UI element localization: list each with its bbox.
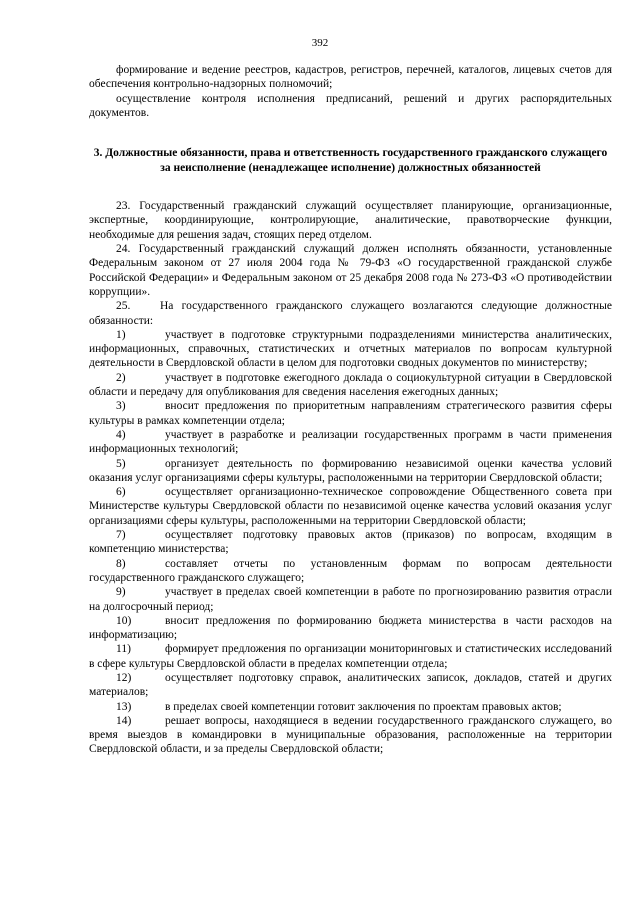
paragraph-text: На государственного гражданского служащего возлагаются следующие должностные обязанности:	[89, 300, 612, 327]
duty-number: 14)	[116, 714, 132, 727]
duty-number: 8)	[116, 557, 126, 570]
duty-item	[89, 399, 612, 428]
duty-text: участвует в подготовке ежегодного доклада о социокультурной ситуации в Свердловской области и передачу для опубликования для сведения населения ежегодных данных;	[89, 371, 612, 399]
duty-item	[89, 428, 612, 457]
duty-text: вносит предложения по формированию бюджета министерства в части расходов на информатизацию;	[89, 614, 612, 642]
duty-item	[89, 328, 612, 371]
paragraph-23: 23. Государственный гражданский служащий осуществляет планирующие, организационные, экспертные, координирующие, контролирующие, аналитические, правотворческие функции, необходимые для решения задач, стоящих перед отделом.	[89, 200, 612, 241]
intro-paragraph: формирование и ведение реестров, кадастров, регистров, перечней, каталогов, лицевых счетов для обеспечения контрольно-надзорных полномочий;	[89, 64, 612, 91]
duty-number: 11)	[116, 643, 131, 656]
duty-number: 12)	[116, 671, 132, 684]
duty-number: 7)	[116, 529, 126, 542]
duty-text: вносит предложения по приоритетным направлениям стратегического развития сферы культуры в рамках компетенции отдела;	[89, 400, 612, 427]
duty-item	[89, 642, 612, 671]
duty-text: решает вопросы, находящиеся в ведении государственного гражданского служащего, во время выездов в командировки в муниципальные образования, расположенные на территории Свердловской области, и за пределы Свердловской области;	[89, 714, 612, 756]
duty-text: формирует предложения по организации мониторинговых и статистических исследований в сфере культуры Свердловской области в пределах компетенции отдела;	[89, 643, 612, 670]
intro-paragraph: осуществление контроля исполнения предписаний, решений и других распорядительных документов.	[89, 92, 612, 119]
duty-number: 5)	[116, 457, 126, 470]
paragraph-number: 25.	[116, 300, 131, 313]
duties-list	[89, 328, 612, 757]
duty-item	[89, 585, 612, 614]
duty-text: участвует в пределах своей компетенции в работе по прогнозированию развития отрасли на долгосрочный период;	[89, 586, 612, 613]
duty-item	[89, 614, 612, 643]
duty-number: 9)	[116, 586, 126, 599]
paragraph-24: 24. Государственный гражданский служащий должен исполнять обязанности, установленные Федеральным законом от 27 июля 2004 года № 79-ФЗ «О государственной гражданской службе Российской Федерации» и Федеральным законом от 25 декабря 2008 года № 273-ФЗ «О противодействии коррупции».	[89, 243, 612, 298]
duty-text: осуществляет подготовку правовых актов (приказов) по вопросам, входящим в компетенцию министерства;	[89, 529, 612, 556]
duty-number: 13)	[116, 700, 132, 713]
duty-text: осуществляет организационно-техническое сопровождение Общественного совета при Министерстве культуры Свердловской области по независимой оценке качества условий оказания услуг организациями сферы культуры, расположенными на территории Свердловской области;	[89, 486, 612, 527]
duty-text: осуществляет подготовку справок, аналитических записок, докладов, статей и других материалов;	[89, 671, 612, 699]
page-number: 392	[311, 37, 329, 49]
duty-number: 4)	[116, 428, 126, 441]
duty-number: 3)	[116, 400, 126, 413]
duty-number: 10)	[116, 614, 132, 627]
duty-item	[89, 485, 612, 528]
duty-item	[89, 714, 612, 757]
duty-text: участвует в разработке и реализации государственных программ в части применения информационных технологий;	[89, 428, 612, 456]
duty-item	[89, 457, 612, 486]
duty-text: участвует в подготовке структурными подразделениями министерства аналитических, информационных, справочных, статистических и отчетных материалов по вопросам культурной деятельности в Свердловской области в целом для подготовки сводных документов по министерству;	[89, 328, 612, 370]
duty-item	[89, 700, 612, 714]
duty-item	[89, 671, 612, 700]
duty-item	[89, 528, 612, 557]
duty-item	[89, 371, 612, 400]
section-heading: 3. Должностные обязанности, права и ответственность государственного гражданского служащего за неисполнение (ненадлежащее исполнение) должностных обязанностей	[93, 147, 608, 174]
document-body	[89, 63, 612, 757]
duty-text: организует деятельность по формированию независимой оценки качества условий оказания услуг организациями сферы культуры, расположенными на территории Свердловской области;	[89, 457, 612, 484]
duty-text: в пределах своей компетенции готовит заключения по проектам правовых актов;	[165, 700, 562, 713]
paragraph-25	[89, 299, 612, 328]
duty-item	[89, 557, 612, 586]
duty-text: составляет отчеты по установленным формам по вопросам деятельности государственного гражданского служащего;	[89, 557, 612, 584]
duty-number: 2)	[116, 371, 126, 384]
duty-number: 6)	[116, 486, 126, 499]
duty-number: 1)	[116, 328, 126, 341]
